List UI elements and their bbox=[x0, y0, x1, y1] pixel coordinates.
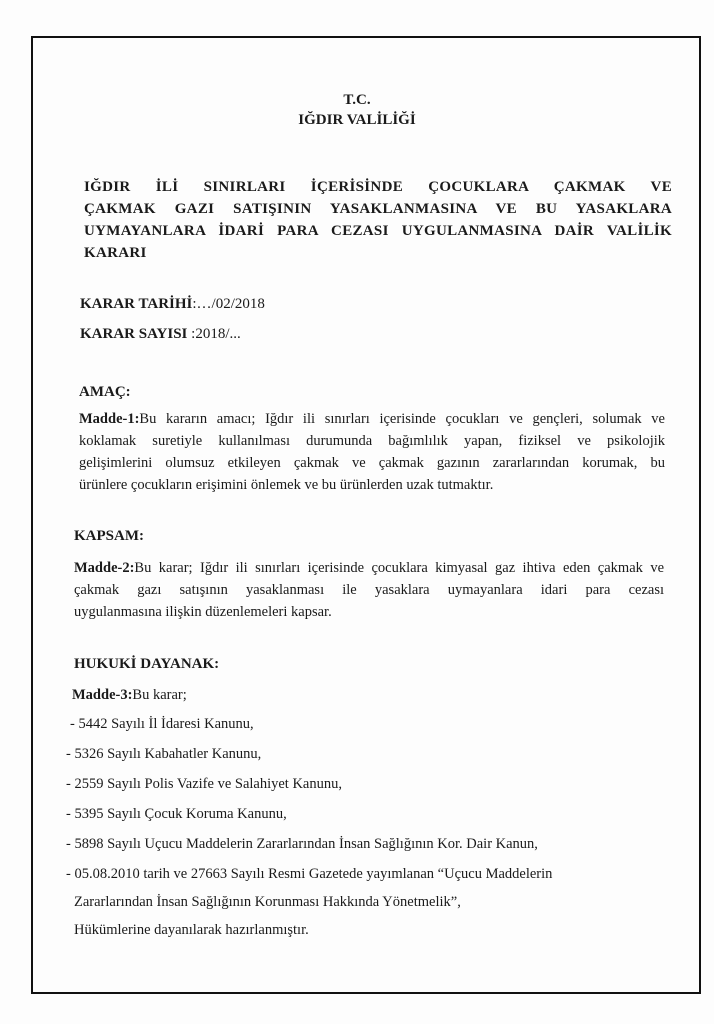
section-heading-kapsam: KAPSAM: bbox=[74, 528, 144, 544]
article-1-line-4: ürünlere çocukların erişimini önlemek ve bu ürünlerden uzak tutmaktır. bbox=[79, 477, 494, 493]
header-tc: T.C. bbox=[343, 92, 371, 108]
title-line-2: ÇAKMAK GAZI SATIŞININ YASAKLANMASINA VE BU YASAKLARA bbox=[84, 201, 672, 217]
legal-basis-item-6: - 05.08.2010 tarih ve 27663 Sayılı Resmi Gazetede yayımlanan “Uçucu Maddelerin bbox=[66, 866, 553, 882]
article-1-label: Madde-1: bbox=[79, 411, 140, 427]
legal-basis-item-4: - 5395 Sayılı Çocuk Koruma Kanunu, bbox=[66, 806, 287, 822]
legal-basis-item-3: - 2559 Sayılı Polis Vazife ve Salahiyet Kanunu, bbox=[66, 776, 342, 792]
article-3-text: Bu karar; bbox=[132, 687, 187, 703]
header-governorship: IĞDIR VALİLİĞİ bbox=[298, 112, 416, 128]
article-1 bbox=[79, 408, 665, 496]
article-2-line-3: uygulanmasına ilişkin düzenlemeleri kapsar. bbox=[74, 604, 332, 620]
legal-basis-item-1: - 5442 Sayılı İl İdaresi Kanunu, bbox=[70, 716, 254, 732]
article-3-label: Madde-3: bbox=[72, 687, 133, 703]
article-1-line-3: gelişimlerini olumsuz etkileyen çakmak ve çakmak gazının zararlarından korumak, bu bbox=[79, 455, 665, 471]
section-heading-hukuki: HUKUKİ DAYANAK: bbox=[74, 656, 220, 672]
decision-title bbox=[84, 176, 672, 264]
article-1-line-2: koklamak suretiyle kullanılması durumunda bağımlılık yapan, fiziksel ve psikolojik bbox=[79, 433, 665, 449]
decision-number bbox=[80, 326, 241, 343]
decision-number-value: :2018/... bbox=[187, 326, 241, 342]
legal-basis-item-6-cont: Zararlarından İnsan Sağlığının Korunması Hakkında Yönetmelik”, bbox=[74, 894, 461, 910]
decision-date-value: :…/02/2018 bbox=[192, 296, 265, 312]
title-line-1: IĞDIR İLİ SINIRLARI İÇERİSİNDE ÇOCUKLARA ÇAKMAK VE bbox=[84, 179, 672, 195]
legal-basis-item-2: - 5326 Sayılı Kabahatler Kanunu, bbox=[66, 746, 262, 762]
article-2-label: Madde-2: bbox=[74, 560, 135, 576]
section-heading-amac: AMAÇ: bbox=[79, 384, 131, 400]
article-2-line-2: çakmak gazı satışının yasaklanması ile yasaklara uymayanlara idari para cezası bbox=[74, 582, 664, 598]
decision-date bbox=[80, 296, 265, 313]
article-2 bbox=[74, 557, 664, 623]
article-3 bbox=[72, 684, 187, 706]
title-line-3: UYMAYANLARA İDARİ PARA CEZASI UYGULANMASINA DAİR VALİLİK bbox=[84, 223, 672, 239]
closing-sentence: Hükümlerine dayanılarak hazırlanmıştır. bbox=[74, 922, 309, 938]
article-2-line-1: Bu karar; Iğdır ili sınırları içerisinde çocuklara kimyasal gaz ihtiva eden çakmak ve bbox=[134, 560, 664, 576]
legal-basis-item-5: - 5898 Sayılı Uçucu Maddelerin Zararlarından İnsan Sağlığının Kor. Dair Kanun, bbox=[66, 836, 538, 852]
title-line-4: KARARI bbox=[84, 245, 147, 261]
decision-date-label: KARAR TARİHİ bbox=[80, 296, 193, 312]
decision-number-label: KARAR SAYISI bbox=[80, 326, 188, 342]
article-1-line-1: Bu kararın amacı; Iğdır ili sınırları içerisinde çocukları ve gençleri, solumak ve bbox=[139, 411, 665, 427]
